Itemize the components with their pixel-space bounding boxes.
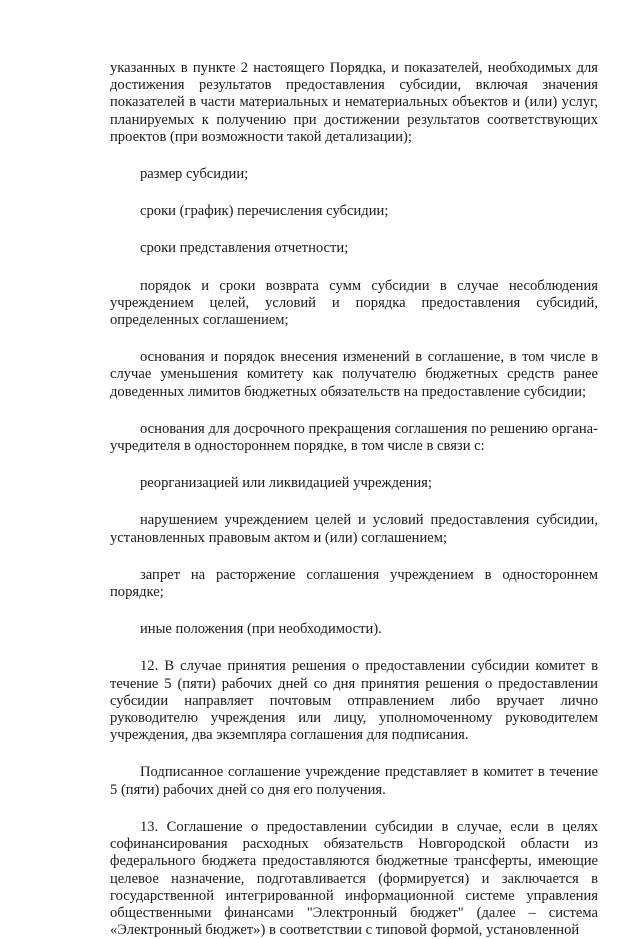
paragraph-subsidy-amount: размер субсидии; xyxy=(140,166,249,183)
paragraph-continuation: указанных в пункте 2 настоящего Порядка, и показателей, необходимых для достижения результатов предоставления субсидии, включая значения показателей в части материальных и нематериальных объектов и (или) услуг, планируемых к получению при достижении результатов соответствующих проектов (при возможности такой детализации); xyxy=(110,60,598,145)
paragraph-violation: нарушением учреждением целей и условий предоставления субсидии, установленных правовым актом и (или) соглашением; xyxy=(110,512,598,546)
paragraph-early-termination: основания для досрочного прекращения соглашения по решению органа-учредителя в одностороннем порядке, в том числе в связи с: xyxy=(110,420,598,455)
paragraph-clause-12: 12. В случае принятия решения о предоставлении субсидии комитет в течение 5 (пяти) рабочих дней со дня принятия решения о предоставлении субсидии направляет почтовым отправлением либо вручает лично руководителю учреждения или лицу, уполномоченному руководителем учреждения, два экземпляра соглашения для подписания. xyxy=(110,658,598,744)
paragraph-termination-ban: запрет на расторжение соглашения учреждением в одностороннем порядке; xyxy=(110,566,598,601)
paragraph-reporting-terms: сроки представления отчетности; xyxy=(140,240,349,257)
paragraph-signed-agreement: Подписанное соглашение учреждение представляет в комитет в течение 5 (пяти) рабочих дней со дня его получения. xyxy=(110,764,598,798)
document-body xyxy=(110,60,598,939)
paragraph-amendment-grounds: основания и порядок внесения изменений в соглашение, в том числе в случае уменьшения комитету как получателю бюджетных средств ранее доведенных лимитов бюджетных обязательств на предоставление субсидии; xyxy=(110,349,598,400)
paragraph-other-provisions: иные положения (при необходимости). xyxy=(140,621,382,638)
paragraph-refund-procedure: порядок и сроки возврата сумм субсидии в случае несоблюдения учреждением целей, условий и порядка предоставления субсидий, определенных соглашением; xyxy=(110,277,598,329)
paragraph-clause-13: 13. Соглашение о предоставлении субсидии в случае, если в целях софинансирования расходных обязательств Новгородской области из федерального бюджета предоставляются бюджетные трансферты, имеющие целевое назначение, подготавливается (формируется) и заключается в государственной интегрированной информационной системе управления общественными финансами "Электронный бюджет" (далее – система «Электронный бюджет») в соответствии с типовой формой, установленной xyxy=(110,818,598,939)
paragraph-reorganization: реорганизацией или ликвидацией учреждения; xyxy=(140,475,432,492)
paragraph-transfer-schedule: сроки (график) перечисления субсидии; xyxy=(140,203,389,220)
